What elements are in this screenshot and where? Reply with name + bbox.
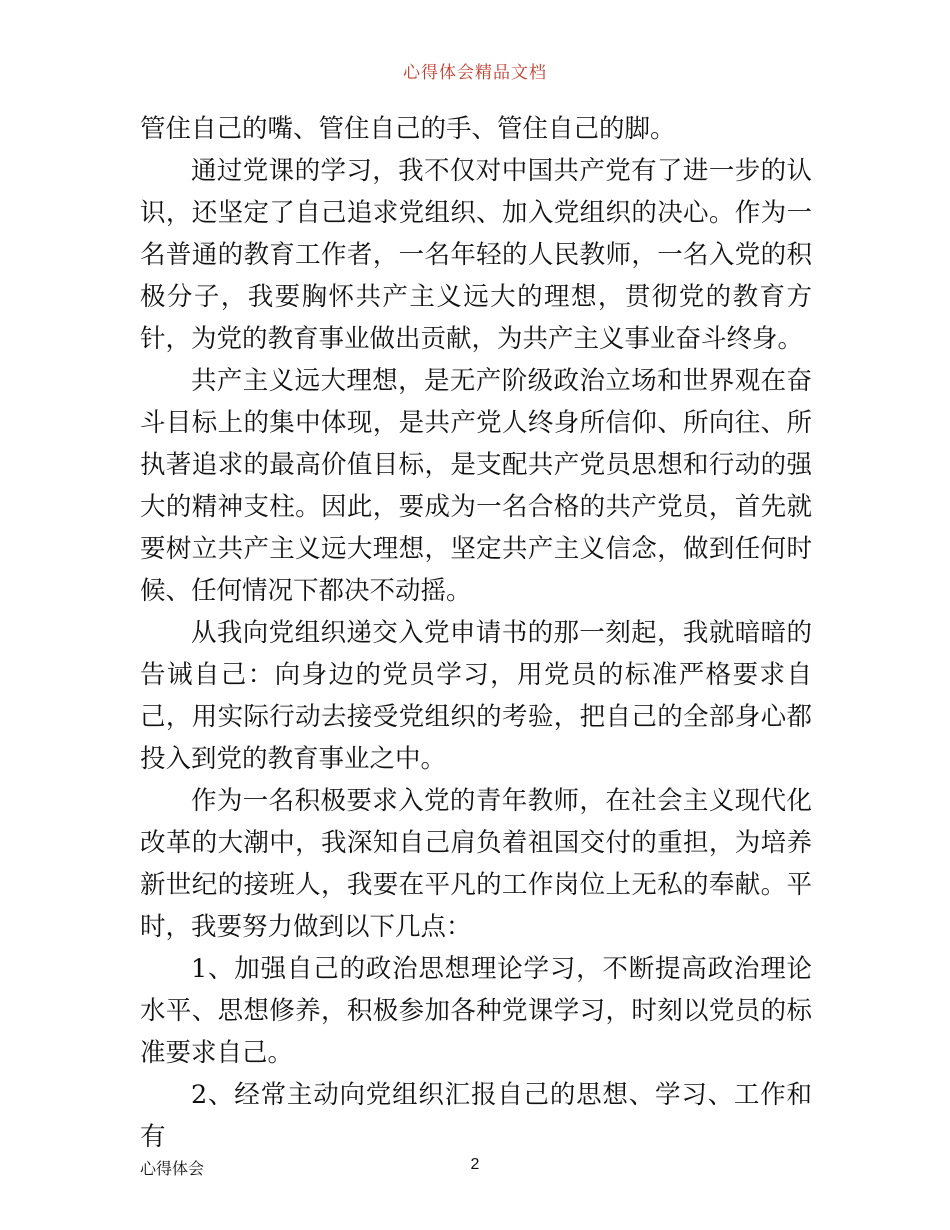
paragraph-point-1: 1、加强自己的政治思想理论学习，不断提高政治理论水平、思想修养，积极参加各种党课学习，时刻以党员的标准要求自己。	[140, 954, 812, 1068]
page-header-title: 心得体会精品文档	[403, 63, 547, 83]
paragraph-point-2: 2、经常主动向党组织汇报自己的思想、学习、工作和有	[140, 1080, 812, 1152]
page-footer-label: 心得体会	[140, 1159, 205, 1178]
page-number: 2	[470, 1156, 480, 1173]
paragraph-continuation: 管住自己的嘴、管住自己的手、管住自己的脚。	[140, 114, 676, 144]
paragraph-party-course: 通过党课的学习，我不仅对中国共产党有了进一步的认识，还坚定了自己追求党组织、加入党组织的决心。作为一名普通的教育工作者，一名年轻的人民教师，一名入党的积极分子，我要胸怀共产主义远大的理想，贯彻党的教育方针，为党的教育事业做出贡献，为共产主义事业奋斗终身。	[140, 156, 812, 354]
paragraph-application: 从我向党组织递交入党申请书的那一刻起，我就暗暗的告诫自己：向身边的党员学习，用党员的标准严格要求自己，用实际行动去接受党组织的考验，把自己的全部身心都投入到党的教育事业之中。	[140, 618, 812, 774]
paragraph-young-teacher: 作为一名积极要求入党的青年教师，在社会主义现代化改革的大潮中，我深知自己肩负着祖国交付的重担，为培养新世纪的接班人，我要在平凡的工作岗位上无私的奉献。平时，我要努力做到以下几点：	[140, 786, 812, 942]
paragraph-communist-ideal: 共产主义远大理想，是无产阶级政治立场和世界观在奋斗目标上的集中体现，是共产党人终身所信仰、所向往、所执著追求的最高价值目标，是支配共产党员思想和行动的强大的精神支柱。因此，要成为一名合格的共产党员，首先就要树立共产主义远大理想，坚定共产主义信念，做到任何时候、任何情况下都决不动摇。	[140, 366, 812, 606]
document-body	[140, 108, 812, 1158]
